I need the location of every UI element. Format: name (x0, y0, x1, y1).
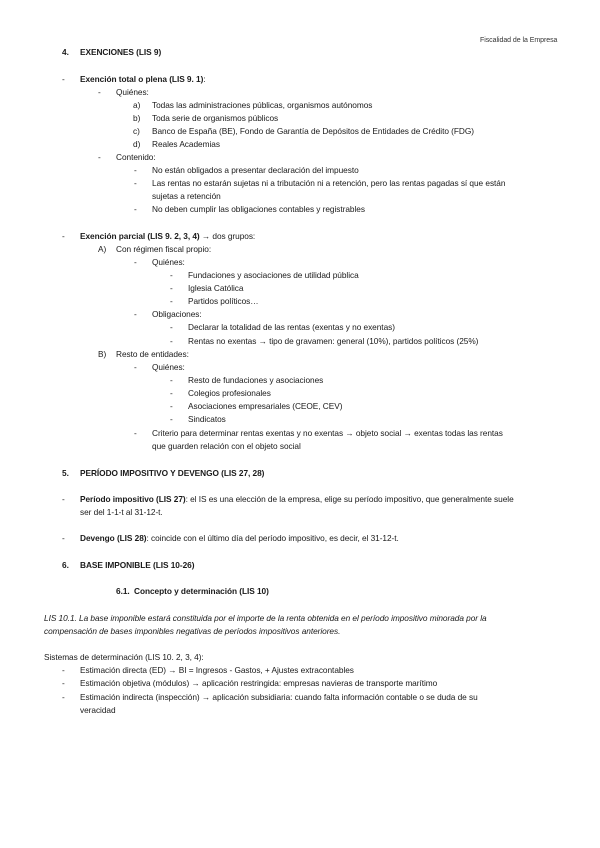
group-b-label: Resto de entidades: (116, 349, 189, 359)
bullet-dash: - (134, 204, 137, 214)
exencion-parcial-title: Exención parcial (LIS 9. 2, 3, 4) (80, 231, 200, 241)
bullet-dash: - (62, 665, 65, 675)
section-4-number: 4. (62, 47, 69, 57)
list-item: Las rentas no estarán sujetas ni a tributación ni a retención, pero las rentas pagadas sí que están (152, 178, 506, 188)
quienes-label: Quiénes: (152, 362, 185, 372)
list-item: Reales Academias (152, 139, 220, 149)
list-item-continuation: veracidad (80, 705, 116, 715)
list-item: Sindicatos (188, 414, 226, 424)
bullet-dash: - (98, 152, 101, 162)
list-item: Banco de España (BE), Fondo de Garantía de Depósitos de Entidades de Crédito (FDG) (152, 126, 474, 136)
quienes-label: Quiénes: (152, 257, 185, 267)
running-header: Fiscalidad de la Empresa (480, 37, 558, 44)
list-marker: b) (133, 113, 141, 123)
section-6-title: BASE IMPONIBLE (LIS 10-26) (80, 560, 195, 570)
list-item: Estimación objetiva (módulos) → aplicación restringida: empresas navieras de transporte marítimo (80, 678, 438, 688)
list-item: Iglesia Católica (188, 283, 244, 293)
list-item: Fundaciones y asociaciones de utilidad pública (188, 270, 359, 280)
bullet-dash: - (98, 87, 101, 97)
list-item: No deben cumplir las obligaciones contables y registrables (152, 204, 365, 214)
bullet-dash: - (134, 309, 137, 319)
exencion-parcial-rest: → dos grupos: (199, 231, 256, 241)
list-item: Declarar la totalidad de las rentas (exentas y no exentas) (188, 322, 395, 332)
list-item: Rentas no exentas → tipo de gravamen: general (10%), partidos políticos (25%) (188, 336, 479, 346)
section-6-number: 6. (62, 560, 69, 570)
bullet-dash: - (170, 375, 173, 385)
periodo-title: Período impositivo (LIS 27) (80, 494, 186, 504)
bullet-dash: - (62, 692, 65, 702)
section-4-title: EXENCIONES (LIS 9) (80, 47, 162, 57)
list-item: Todas las administraciones públicas, organismos autónomos (152, 100, 373, 110)
criterio-text-continuation: que guarden relación con el objeto social (152, 441, 301, 451)
quienes-label: Quiénes: (116, 87, 149, 97)
bullet-dash: - (62, 494, 65, 504)
exencion-parcial-line (80, 230, 255, 242)
periodo-text: : el IS es una elección de la empresa, elige su período impositivo, que generalmente suele (185, 494, 514, 504)
list-item: Asociaciones empresariales (CEOE, CEV) (188, 401, 343, 411)
periodo-line (80, 493, 514, 505)
list-item-continuation: sujetas a retención (152, 191, 221, 201)
periodo-text-continuation: ser del 1-1-t al 31-12-t. (80, 507, 163, 517)
bullet-dash: - (170, 322, 173, 332)
list-item: Colegios profesionales (188, 388, 271, 398)
bullet-dash: - (170, 414, 173, 424)
group-marker: A) (98, 244, 107, 254)
bullet-dash: - (134, 178, 137, 188)
bullet-dash: - (134, 362, 137, 372)
bullet-dash: - (170, 401, 173, 411)
list-marker: d) (133, 139, 141, 149)
obligaciones-label: Obligaciones: (152, 309, 202, 319)
bullet-dash: - (62, 678, 65, 688)
exencion-total-line (80, 73, 206, 85)
bullet-dash: - (134, 257, 137, 267)
devengo-line (80, 532, 399, 544)
bullet-dash: - (134, 428, 137, 438)
bullet-dash: - (170, 296, 173, 306)
bullet-dash: - (62, 533, 65, 543)
list-item: No están obligados a presentar declaración del impuesto (152, 165, 359, 175)
exencion-total-title: Exención total o plena (LIS 9. 1) (80, 74, 204, 84)
law-quote-continuation: compensación de bases imponibles negativas de períodos impositivos anteriores. (44, 626, 341, 636)
bullet-dash: - (170, 388, 173, 398)
group-marker: B) (98, 349, 107, 359)
devengo-text: : coincide con el último día del período impositivo, es decir, el 31-12-t. (146, 533, 399, 543)
list-item: Toda serie de organismos públicos (152, 113, 279, 123)
group-a-label: Con régimen fiscal propio: (116, 244, 212, 254)
bullet-dash: - (170, 336, 173, 346)
bullet-dash: - (170, 283, 173, 293)
bullet-dash: - (170, 270, 173, 280)
list-item: Partidos políticos… (188, 296, 259, 306)
section-5-number: 5. (62, 468, 69, 478)
list-marker: a) (133, 100, 141, 110)
criterio-text: Criterio para determinar rentas exentas y no exentas → objeto social → exentas todas las rentas (152, 428, 503, 438)
list-marker: c) (133, 126, 140, 136)
section-5-title: PERÍODO IMPOSITIVO Y DEVENGO (LIS 27, 28) (80, 468, 265, 478)
list-item: Estimación directa (ED) → BI = Ingresos - Gastos, + Ajustes extracontables (80, 665, 354, 675)
sistemas-label: Sistemas de determinación (LIS 10. 2, 3, 4): (44, 652, 204, 662)
bullet-dash: - (134, 165, 137, 175)
subsection-title: Concepto y determinación (LIS 10) (134, 586, 269, 596)
devengo-title: Devengo (LIS 28) (80, 533, 147, 543)
list-item: Resto de fundaciones y asociaciones (188, 375, 324, 385)
law-quote: LIS 10.1. La base imponible estará constituida por el importe de la renta obtenida en el período impositivo minorada por la (44, 613, 487, 623)
colon: : (203, 74, 206, 84)
subsection-number: 6.1. (116, 586, 130, 596)
bullet-dash: - (62, 74, 65, 84)
list-item: Estimación indirecta (inspección) → aplicación subsidiaria: cuando falta información contable o se duda de su (80, 692, 478, 702)
contenido-label: Contenido: (116, 152, 156, 162)
bullet-dash: - (62, 231, 65, 241)
